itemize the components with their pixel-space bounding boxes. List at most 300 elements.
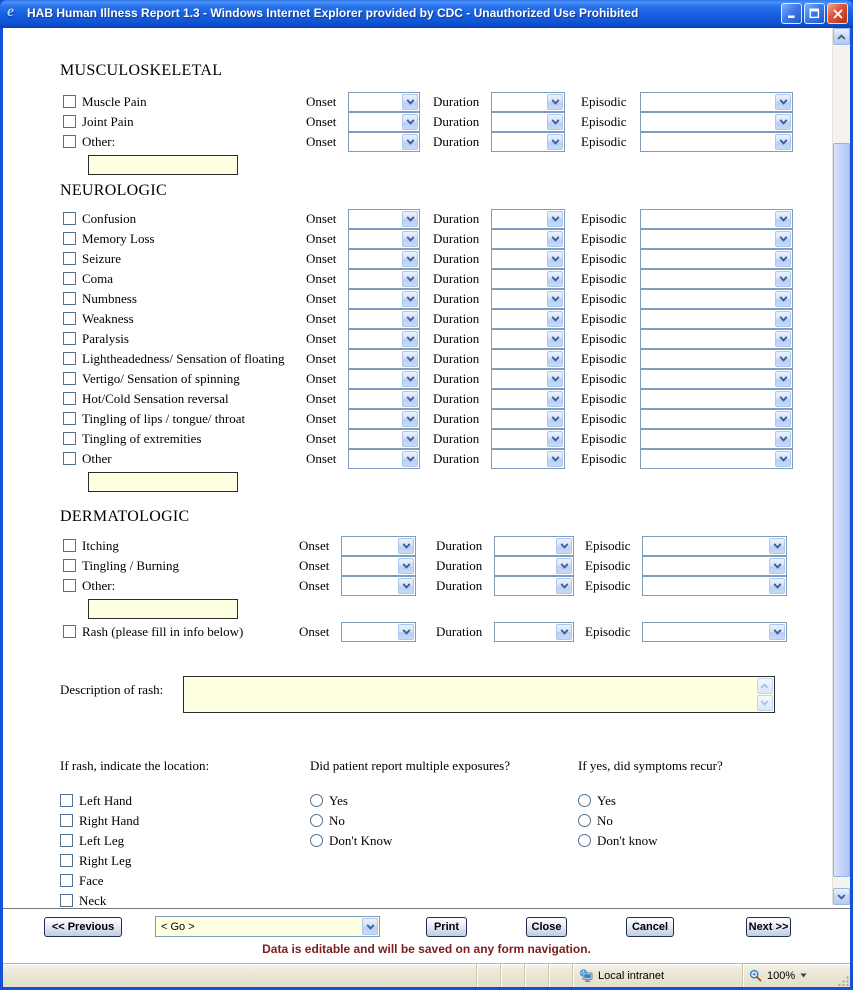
symptom-label: Other bbox=[82, 451, 112, 466]
episodic-label: Episodic bbox=[581, 391, 627, 406]
episodic-label: Episodic bbox=[581, 411, 627, 426]
combo-arrow-icon bbox=[402, 351, 418, 367]
next-button[interactable]: Next >> bbox=[746, 917, 791, 937]
onset-select[interactable] bbox=[348, 369, 420, 389]
onset-select[interactable] bbox=[348, 132, 420, 152]
navigation-toolbar bbox=[3, 908, 850, 941]
duration-label: Duration bbox=[433, 371, 480, 386]
previous-button[interactable]: << Previous bbox=[44, 917, 122, 937]
symptom-label: Confusion bbox=[82, 211, 137, 226]
magnifier-icon bbox=[749, 969, 762, 982]
duration-select[interactable] bbox=[491, 389, 565, 409]
onset-select[interactable] bbox=[341, 576, 416, 596]
onset-select[interactable] bbox=[348, 389, 420, 409]
episodic-select[interactable] bbox=[640, 112, 793, 132]
combo-arrow-icon bbox=[402, 311, 418, 327]
onset-select[interactable] bbox=[348, 309, 420, 329]
option-row bbox=[60, 831, 280, 851]
onset-label: Onset bbox=[299, 538, 330, 553]
episodic-label: Episodic bbox=[581, 431, 627, 446]
episodic-label: Episodic bbox=[581, 251, 627, 266]
duration-select[interactable] bbox=[491, 309, 565, 329]
combo-arrow-icon bbox=[775, 351, 791, 367]
symptom-checkbox[interactable] bbox=[63, 579, 76, 592]
duration-label: Duration bbox=[433, 134, 480, 149]
episodic-label: Episodic bbox=[581, 311, 627, 326]
combo-arrow-icon bbox=[775, 431, 791, 447]
duration-select[interactable] bbox=[494, 622, 574, 642]
option-radio[interactable] bbox=[310, 814, 323, 827]
rash-description-label: Description of rash: bbox=[60, 682, 164, 697]
option-checkbox[interactable] bbox=[60, 794, 73, 807]
minimize-icon bbox=[787, 9, 797, 19]
combo-arrow-icon bbox=[547, 271, 563, 287]
episodic-select[interactable] bbox=[640, 409, 793, 429]
symptom-checkbox[interactable] bbox=[63, 135, 76, 148]
duration-label: Duration bbox=[436, 558, 483, 573]
onset-label: Onset bbox=[306, 351, 337, 366]
combo-arrow-icon bbox=[398, 578, 414, 594]
symptom-checkbox[interactable] bbox=[63, 432, 76, 445]
episodic-select[interactable] bbox=[640, 309, 793, 329]
duration-select[interactable] bbox=[494, 576, 574, 596]
option-checkbox[interactable] bbox=[60, 894, 73, 907]
combo-arrow-icon bbox=[775, 114, 791, 130]
combo-arrow-icon bbox=[547, 371, 563, 387]
duration-label: Duration bbox=[433, 451, 480, 466]
duration-label: Duration bbox=[436, 578, 483, 593]
scrollbar-up-button[interactable] bbox=[833, 28, 850, 45]
symptom-checkbox[interactable] bbox=[63, 212, 76, 225]
combo-arrow-icon bbox=[556, 558, 572, 574]
episodic-label: Episodic bbox=[585, 538, 631, 553]
onset-label: Onset bbox=[306, 94, 337, 109]
combo-arrow-icon[interactable] bbox=[362, 918, 378, 935]
go-select-value: < Go > bbox=[161, 921, 195, 933]
option-label: Left Hand bbox=[79, 793, 133, 808]
symptom-label: Rash (please fill in info below) bbox=[82, 624, 244, 639]
onset-select[interactable] bbox=[348, 249, 420, 269]
onset-label: Onset bbox=[306, 114, 337, 129]
duration-select[interactable] bbox=[491, 269, 565, 289]
symptom-label: Joint Pain bbox=[82, 114, 134, 129]
combo-arrow-icon bbox=[547, 351, 563, 367]
scroll-up-icon[interactable] bbox=[757, 678, 773, 694]
combo-arrow-icon bbox=[775, 311, 791, 327]
duration-select[interactable] bbox=[491, 229, 565, 249]
vertical-scrollbar[interactable] bbox=[832, 28, 850, 905]
option-label: No bbox=[329, 813, 345, 828]
onset-label: Onset bbox=[299, 578, 330, 593]
close-form-button[interactable]: Close bbox=[526, 917, 567, 937]
duration-select[interactable] bbox=[491, 289, 565, 309]
combo-arrow-icon bbox=[547, 391, 563, 407]
duration-label: Duration bbox=[433, 331, 480, 346]
symptom-checkbox[interactable] bbox=[63, 292, 76, 305]
combo-arrow-icon bbox=[556, 624, 572, 640]
duration-select[interactable] bbox=[494, 536, 574, 556]
option-row bbox=[310, 791, 530, 811]
combo-arrow-icon bbox=[402, 431, 418, 447]
combo-arrow-icon bbox=[769, 624, 785, 640]
episodic-select[interactable] bbox=[640, 449, 793, 469]
option-row bbox=[310, 831, 530, 851]
symptom-label: Other: bbox=[82, 134, 116, 149]
duration-select[interactable] bbox=[491, 249, 565, 269]
episodic-select[interactable] bbox=[642, 622, 787, 642]
onset-select[interactable] bbox=[348, 409, 420, 429]
duration-label: Duration bbox=[433, 211, 480, 226]
episodic-select[interactable] bbox=[640, 132, 793, 152]
symptom-checkbox[interactable] bbox=[63, 539, 76, 552]
episodic-select[interactable] bbox=[640, 349, 793, 369]
onset-label: Onset bbox=[306, 134, 337, 149]
option-row bbox=[578, 831, 798, 851]
symptom-label: Muscle Pain bbox=[82, 94, 147, 109]
episodic-label: Episodic bbox=[581, 351, 627, 366]
option-checkbox[interactable] bbox=[60, 854, 73, 867]
episodic-select[interactable] bbox=[640, 209, 793, 229]
print-button[interactable]: Print bbox=[426, 917, 467, 937]
duration-select[interactable] bbox=[491, 209, 565, 229]
option-row bbox=[578, 811, 798, 831]
other-text-input[interactable] bbox=[88, 155, 238, 175]
option-checkbox[interactable] bbox=[60, 834, 73, 847]
episodic-select[interactable] bbox=[640, 229, 793, 249]
onset-select[interactable] bbox=[348, 429, 420, 449]
episodic-select[interactable] bbox=[640, 92, 793, 112]
option-radio[interactable] bbox=[578, 834, 591, 847]
onset-select[interactable] bbox=[348, 112, 420, 132]
onset-select[interactable] bbox=[348, 269, 420, 289]
ie-logo-icon: e bbox=[7, 3, 15, 20]
status-bar bbox=[3, 963, 850, 987]
onset-label: Onset bbox=[306, 371, 337, 386]
title-bar bbox=[0, 0, 853, 28]
textarea-scrollbar bbox=[756, 678, 773, 711]
duration-label: Duration bbox=[433, 271, 480, 286]
combo-arrow-icon bbox=[402, 291, 418, 307]
option-row bbox=[310, 811, 530, 831]
combo-arrow-icon bbox=[398, 538, 414, 554]
symptom-label: Hot/Cold Sensation reversal bbox=[82, 391, 229, 406]
combo-arrow-icon bbox=[402, 371, 418, 387]
combo-arrow-icon bbox=[402, 411, 418, 427]
duration-label: Duration bbox=[436, 624, 483, 639]
onset-label: Onset bbox=[306, 271, 337, 286]
scrollbar-thumb[interactable] bbox=[833, 143, 850, 877]
option-label: Yes bbox=[597, 793, 616, 808]
option-row bbox=[578, 791, 798, 811]
symptom-label: Paralysis bbox=[82, 331, 129, 346]
onset-label: Onset bbox=[306, 431, 337, 446]
combo-arrow-icon bbox=[775, 411, 791, 427]
combo-arrow-icon bbox=[775, 231, 791, 247]
episodic-select[interactable] bbox=[640, 369, 793, 389]
duration-label: Duration bbox=[433, 391, 480, 406]
combo-arrow-icon bbox=[398, 624, 414, 640]
question-column bbox=[310, 758, 530, 851]
maximize-icon bbox=[809, 8, 820, 19]
combo-arrow-icon bbox=[775, 134, 791, 150]
episodic-label: Episodic bbox=[585, 558, 631, 573]
combo-arrow-icon bbox=[402, 114, 418, 130]
symptom-label: Weakness bbox=[82, 311, 134, 326]
episodic-label: Episodic bbox=[581, 271, 627, 286]
episodic-label: Episodic bbox=[585, 578, 631, 593]
onset-select[interactable] bbox=[348, 209, 420, 229]
option-row bbox=[60, 851, 280, 871]
option-radio[interactable] bbox=[310, 794, 323, 807]
symptom-label: Seizure bbox=[82, 251, 121, 266]
cancel-button[interactable]: Cancel bbox=[626, 917, 674, 937]
chevron-up-icon bbox=[837, 34, 846, 40]
symptom-label: Tingling of lips / tongue/ throat bbox=[82, 411, 246, 426]
symptom-checkbox[interactable] bbox=[63, 232, 76, 245]
option-label: Neck bbox=[79, 893, 107, 908]
onset-label: Onset bbox=[306, 391, 337, 406]
episodic-label: Episodic bbox=[581, 94, 627, 109]
duration-label: Duration bbox=[436, 538, 483, 553]
section-rows bbox=[3, 92, 827, 178]
duration-label: Duration bbox=[433, 311, 480, 326]
section-heading: MUSCULOSKELETAL bbox=[60, 62, 223, 79]
episodic-label: Episodic bbox=[585, 624, 631, 639]
symptom-checkbox[interactable] bbox=[63, 332, 76, 345]
symptom-checkbox[interactable] bbox=[63, 412, 76, 425]
combo-arrow-icon bbox=[775, 94, 791, 110]
go-select[interactable] bbox=[155, 916, 380, 937]
duration-label: Duration bbox=[433, 291, 480, 306]
option-label: Left Leg bbox=[79, 833, 125, 848]
combo-arrow-icon bbox=[547, 411, 563, 427]
duration-label: Duration bbox=[433, 231, 480, 246]
symptom-checkbox[interactable] bbox=[63, 625, 76, 638]
duration-select[interactable] bbox=[491, 429, 565, 449]
episodic-label: Episodic bbox=[581, 114, 627, 129]
close-button[interactable] bbox=[827, 3, 848, 24]
combo-arrow-icon bbox=[547, 331, 563, 347]
question-column bbox=[60, 758, 280, 908]
question-title: If rash, indicate the location: bbox=[60, 758, 210, 773]
combo-arrow-icon bbox=[775, 331, 791, 347]
other-text-input[interactable] bbox=[88, 599, 238, 619]
episodic-select[interactable] bbox=[640, 429, 793, 449]
section-heading: NEUROLOGIC bbox=[60, 182, 167, 199]
symptom-checkbox[interactable] bbox=[63, 312, 76, 325]
onset-label: Onset bbox=[306, 331, 337, 346]
symptom-checkbox[interactable] bbox=[63, 252, 76, 265]
combo-arrow-icon bbox=[547, 311, 563, 327]
symptom-label: Lightheadedness/ Sensation of floating bbox=[82, 351, 285, 366]
combo-arrow-icon bbox=[547, 231, 563, 247]
option-label: Right Leg bbox=[79, 853, 132, 868]
episodic-select[interactable] bbox=[642, 576, 787, 596]
episodic-select[interactable] bbox=[640, 269, 793, 289]
duration-label: Duration bbox=[433, 411, 480, 426]
symptom-label: Coma bbox=[82, 271, 114, 286]
option-label: Right Hand bbox=[79, 813, 140, 828]
editable-note: Data is editable and will be saved on any form navigation. bbox=[262, 942, 591, 956]
combo-arrow-icon bbox=[775, 291, 791, 307]
question-column bbox=[578, 758, 798, 851]
combo-arrow-icon bbox=[775, 451, 791, 467]
episodic-select[interactable] bbox=[640, 389, 793, 409]
symptom-checkbox[interactable] bbox=[63, 115, 76, 128]
chevron-down-icon bbox=[837, 894, 846, 900]
symptom-checkbox[interactable] bbox=[63, 272, 76, 285]
rash-description-textarea[interactable] bbox=[183, 676, 775, 713]
combo-arrow-icon bbox=[775, 371, 791, 387]
combo-arrow-icon bbox=[775, 251, 791, 267]
onset-select[interactable] bbox=[348, 449, 420, 469]
close-icon bbox=[833, 9, 843, 19]
duration-select[interactable] bbox=[491, 449, 565, 469]
minimize-button[interactable] bbox=[781, 3, 802, 24]
section-rows bbox=[3, 209, 827, 495]
onset-select[interactable] bbox=[348, 289, 420, 309]
episodic-select[interactable] bbox=[640, 289, 793, 309]
symptom-label: Tingling / Burning bbox=[82, 558, 180, 573]
symptom-checkbox[interactable] bbox=[63, 372, 76, 385]
duration-select[interactable] bbox=[491, 369, 565, 389]
other-text-input[interactable] bbox=[88, 472, 238, 492]
episodic-label: Episodic bbox=[581, 451, 627, 466]
option-checkbox[interactable] bbox=[60, 814, 73, 827]
onset-select[interactable] bbox=[341, 622, 416, 642]
symptom-checkbox[interactable] bbox=[63, 559, 76, 572]
combo-arrow-icon bbox=[402, 211, 418, 227]
option-label: Don't know bbox=[597, 833, 658, 848]
symptom-checkbox[interactable] bbox=[63, 95, 76, 108]
combo-arrow-icon bbox=[775, 271, 791, 287]
symptom-label: Vertigo/ Sensation of spinning bbox=[82, 371, 240, 386]
onset-select[interactable] bbox=[348, 329, 420, 349]
onset-label: Onset bbox=[306, 211, 337, 226]
option-label: No bbox=[597, 813, 613, 828]
combo-arrow-icon bbox=[769, 538, 785, 554]
symptom-checkbox[interactable] bbox=[63, 452, 76, 465]
onset-select[interactable] bbox=[341, 536, 416, 556]
combo-arrow-icon bbox=[775, 211, 791, 227]
combo-arrow-icon bbox=[775, 391, 791, 407]
scrollbar-down-button[interactable] bbox=[833, 888, 850, 905]
combo-arrow-icon bbox=[402, 134, 418, 150]
combo-arrow-icon bbox=[402, 331, 418, 347]
security-zone-label: Local intranet bbox=[598, 969, 665, 982]
option-radio[interactable] bbox=[578, 794, 591, 807]
duration-select[interactable] bbox=[491, 112, 565, 132]
onset-label: Onset bbox=[306, 311, 337, 326]
combo-arrow-icon bbox=[769, 558, 785, 574]
onset-select[interactable] bbox=[348, 92, 420, 112]
combo-arrow-icon bbox=[402, 391, 418, 407]
duration-select[interactable] bbox=[494, 556, 574, 576]
option-row bbox=[60, 871, 280, 891]
episodic-label: Episodic bbox=[581, 211, 627, 226]
duration-select[interactable] bbox=[491, 92, 565, 112]
duration-label: Duration bbox=[433, 431, 480, 446]
option-row bbox=[60, 791, 280, 811]
combo-arrow-icon bbox=[547, 94, 563, 110]
duration-label: Duration bbox=[433, 114, 480, 129]
option-label: Face bbox=[79, 873, 104, 888]
duration-label: Duration bbox=[433, 251, 480, 266]
onset-select[interactable] bbox=[341, 556, 416, 576]
option-label: Yes bbox=[329, 793, 348, 808]
episodic-select[interactable] bbox=[642, 536, 787, 556]
combo-arrow-icon bbox=[402, 451, 418, 467]
combo-arrow-icon bbox=[547, 251, 563, 267]
onset-label: Onset bbox=[306, 451, 337, 466]
section-rows bbox=[3, 536, 827, 642]
symptom-label: Itching bbox=[82, 538, 119, 553]
episodic-label: Episodic bbox=[581, 291, 627, 306]
combo-arrow-icon bbox=[547, 134, 563, 150]
zoom-dropdown-caret-icon bbox=[800, 973, 807, 978]
episodic-select[interactable] bbox=[640, 329, 793, 349]
duration-select[interactable] bbox=[491, 329, 565, 349]
section-heading: DERMATOLOGIC bbox=[60, 508, 190, 525]
combo-arrow-icon bbox=[402, 271, 418, 287]
symptom-label: Tingling of extremities bbox=[82, 431, 202, 446]
option-checkbox[interactable] bbox=[60, 874, 73, 887]
resize-grip[interactable] bbox=[834, 964, 850, 987]
combo-arrow-icon bbox=[547, 431, 563, 447]
combo-arrow-icon bbox=[556, 538, 572, 554]
option-label: Don't Know bbox=[329, 833, 393, 848]
local-intranet-icon bbox=[579, 969, 593, 983]
maximize-button[interactable] bbox=[804, 3, 825, 24]
option-row bbox=[60, 891, 280, 908]
symptom-checkbox[interactable] bbox=[63, 352, 76, 365]
onset-label: Onset bbox=[306, 291, 337, 306]
questions bbox=[3, 758, 827, 908]
scroll-down-icon[interactable] bbox=[757, 695, 773, 711]
question-title: If yes, did symptoms recur? bbox=[578, 758, 723, 773]
combo-arrow-icon bbox=[556, 578, 572, 594]
episodic-label: Episodic bbox=[581, 371, 627, 386]
episodic-select[interactable] bbox=[642, 556, 787, 576]
option-radio[interactable] bbox=[578, 814, 591, 827]
zoom-control[interactable] bbox=[742, 964, 834, 987]
episodic-select[interactable] bbox=[640, 249, 793, 269]
onset-label: Onset bbox=[299, 624, 330, 639]
form-page bbox=[3, 28, 827, 908]
security-zone bbox=[572, 964, 742, 987]
combo-arrow-icon bbox=[547, 114, 563, 130]
window-title: HAB Human Illness Report 1.3 - Windows Internet Explorer provided by CDC - Unauthorized Use Prohibited bbox=[27, 6, 639, 20]
combo-arrow-icon bbox=[547, 451, 563, 467]
episodic-label: Episodic bbox=[581, 134, 627, 149]
combo-arrow-icon bbox=[547, 291, 563, 307]
combo-arrow-icon bbox=[402, 231, 418, 247]
symptom-label: Numbness bbox=[82, 291, 137, 306]
onset-select[interactable] bbox=[348, 229, 420, 249]
status-main bbox=[3, 964, 476, 987]
rash-description-block bbox=[3, 676, 827, 716]
page-client-area bbox=[3, 28, 850, 987]
duration-label: Duration bbox=[433, 351, 480, 366]
symptom-checkbox[interactable] bbox=[63, 392, 76, 405]
onset-select[interactable] bbox=[348, 349, 420, 369]
duration-select[interactable] bbox=[491, 349, 565, 369]
option-radio[interactable] bbox=[310, 834, 323, 847]
combo-arrow-icon bbox=[769, 578, 785, 594]
question-title: Did patient report multiple exposures? bbox=[310, 758, 511, 773]
duration-select[interactable] bbox=[491, 409, 565, 429]
duration-select[interactable] bbox=[491, 132, 565, 152]
